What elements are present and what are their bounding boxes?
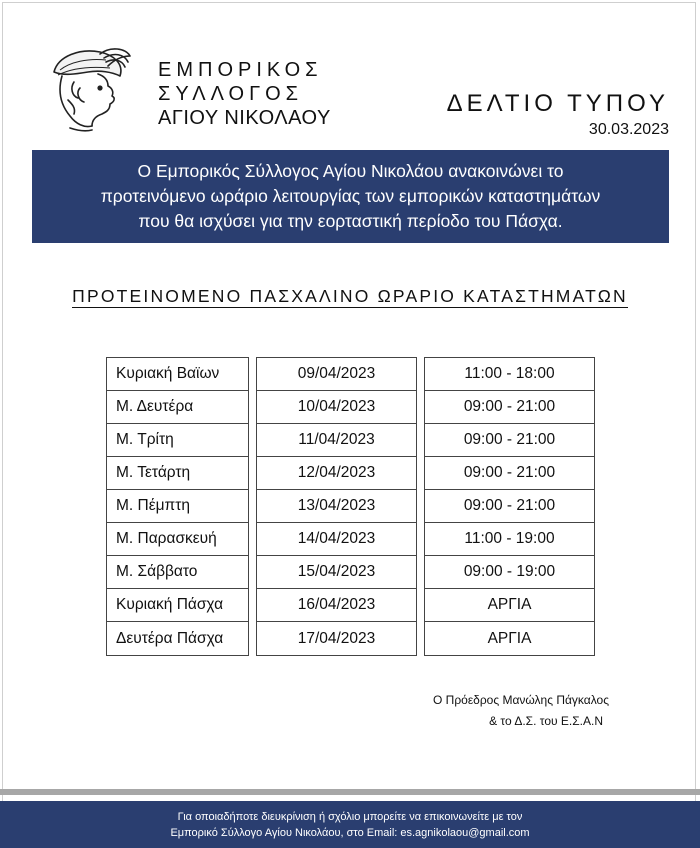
schedule-date-cell: 09/04/2023 [257, 358, 416, 391]
hours-column [424, 357, 595, 656]
schedule-date-cell: 17/04/2023 [297, 629, 376, 647]
schedule-day-cell: Μ. Τρίτη [107, 424, 248, 457]
announcement-banner [32, 150, 669, 243]
banner-line-3: που θα ισχύσει για την εορταστική περίοδο του Πάσχα. [138, 211, 563, 231]
org-line-3: ΑΓΙΟΥ ΝΙΚΟΛΑΟΥ [158, 107, 331, 129]
schedule-hours-cell: ΑΡΓΙΑ [487, 629, 532, 647]
schedule-date-cell: 12/04/2023 [257, 457, 416, 490]
schedule-day-cell: Κυριακή Βαϊων [107, 358, 248, 391]
footer-line-1: Για οποιαδήποτε διευκρίνιση ή σχόλιο μπορείτε να επικοινωνείτε με τον [177, 810, 523, 823]
banner-line-2: προτεινόμενο ωράριο λειτουργίας των εμπορικών καταστημάτων [100, 186, 601, 206]
schedule-day-cell: Μ. Πέμπτη [107, 490, 248, 523]
schedule-date-cell: 11/04/2023 [257, 424, 416, 457]
signature-line-2: & το Δ.Σ. του Ε.Σ.Α.Ν [489, 714, 603, 728]
footer-contact [0, 801, 700, 848]
schedule-date-cell: 14/04/2023 [257, 523, 416, 556]
schedule-hours-cell: 11:00 - 19:00 [425, 523, 594, 556]
hermes-head-logo [40, 42, 132, 134]
banner-line-1: Ο Εμπορικός Σύλλογος Αγίου Νικολάου ανακοινώνει το [137, 161, 564, 181]
schedule-hours-cell: ΑΡΓΙΑ [425, 589, 594, 622]
schedule-heading-text: ΠΡΟΤΕΙΝΟΜΕΝΟ ΠΑΣΧΑΛΙΝΟ ΩΡΑΡΙΟ ΚΑΤΑΣΤΗΜΑΤΩΝ [72, 286, 628, 306]
schedule-date-cell: 15/04/2023 [257, 556, 416, 589]
schedule-hours-cell: 09:00 - 19:00 [425, 556, 594, 589]
signature-line-1: Ο Πρόεδρος Μανώλης Πάγκαλος [432, 693, 609, 707]
day-column [106, 357, 249, 656]
schedule-day-cell: Μ. Παρασκευή [107, 523, 248, 556]
org-name [158, 58, 331, 130]
org-line-2: ΣΥΛΛΟΓΟΣ [158, 83, 304, 105]
schedule-day-cell: Μ. Δευτέρα [107, 391, 248, 424]
schedule-day-cell: Δευτέρα Πάσχα [116, 629, 224, 647]
schedule-date-cell: 10/04/2023 [257, 391, 416, 424]
footer-line-2: Εμπορικό Σύλλογο Αγίου Νικολάου, στο Email: es.agnikolaou@gmail.com [170, 826, 530, 839]
schedule-day-cell: Μ. Σάββατο [107, 556, 248, 589]
schedule-day-cell: Κυριακή Πάσχα [107, 589, 248, 622]
press-release-title: ΔΕΛΤΙΟ ΤΥΠΟΥ [446, 90, 669, 117]
schedule-date-cell: 16/04/2023 [257, 589, 416, 622]
schedule-hours-cell: 09:00 - 21:00 [425, 490, 594, 523]
schedule-heading [0, 286, 700, 307]
org-line-1: ΕΜΠΟΡΙΚΟΣ [158, 59, 323, 81]
schedule-hours-cell: 11:00 - 18:00 [425, 358, 594, 391]
press-release-date: 30.03.2023 [588, 121, 669, 138]
schedule-hours-cell: 09:00 - 21:00 [425, 391, 594, 424]
date-column [256, 357, 417, 656]
schedule-hours-cell: 09:00 - 21:00 [425, 457, 594, 490]
signature [433, 690, 609, 732]
schedule-day-cell: Μ. Τετάρτη [107, 457, 248, 490]
footer-separator [0, 789, 700, 795]
schedule-hours-cell: 09:00 - 21:00 [425, 424, 594, 457]
schedule-date-cell: 13/04/2023 [257, 490, 416, 523]
